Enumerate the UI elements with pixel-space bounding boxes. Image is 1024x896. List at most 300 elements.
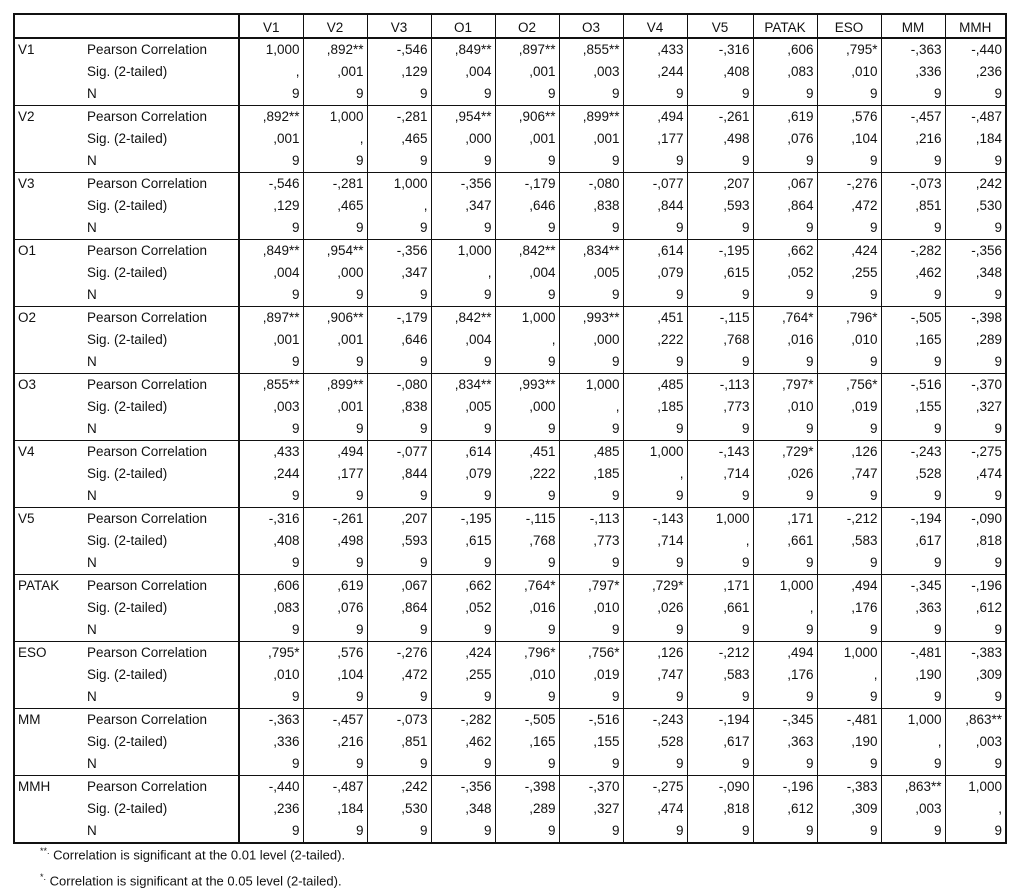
table-cell: -,481	[817, 709, 881, 732]
table-cell: 9	[753, 150, 817, 173]
table-cell: 9	[881, 753, 945, 776]
table-cell: ,451	[495, 441, 559, 464]
table-cell: ,019	[559, 664, 623, 686]
table-cell: ,242	[367, 776, 431, 799]
table-cell: 9	[623, 351, 687, 374]
table-cell: 9	[559, 351, 623, 374]
stat-label: N	[84, 418, 239, 441]
table-cell: ,190	[881, 664, 945, 686]
table-row	[14, 195, 1006, 217]
table-cell: -,516	[559, 709, 623, 732]
table-cell: ,052	[431, 597, 495, 619]
table-cell: -,487	[945, 106, 1006, 129]
table-row	[14, 731, 1006, 753]
table-cell: ,747	[623, 664, 687, 686]
table-cell: ,864	[367, 597, 431, 619]
table-cell: ,004	[431, 329, 495, 351]
table-cell: -,356	[367, 240, 431, 263]
table-cell: ,236	[945, 61, 1006, 83]
table-cell: 9	[495, 83, 559, 106]
stat-label: Pearson Correlation	[87, 243, 208, 258]
table-row	[14, 418, 1006, 441]
row-variable-name: V4	[14, 441, 84, 508]
table-cell: 9	[881, 284, 945, 307]
table-cell: 9	[753, 619, 817, 642]
table-cell: ,993**	[559, 307, 623, 330]
table-cell: ,851	[367, 731, 431, 753]
column-header: O3	[559, 14, 623, 38]
table-cell: -,398	[495, 776, 559, 799]
stat-label: Sig. (2-tailed)	[87, 131, 168, 146]
table-cell: 9	[367, 418, 431, 441]
row-variable-name: MMH	[14, 776, 84, 844]
table-cell: -,316	[239, 508, 303, 531]
table-cell: ,067	[367, 575, 431, 598]
table-cell: 9	[367, 150, 431, 173]
footnote-2	[40, 866, 345, 892]
table-cell: ,348	[945, 262, 1006, 284]
table-cell: -,276	[367, 642, 431, 665]
stat-label: Sig. (2-tailed)	[87, 533, 168, 548]
table-cell: 9	[367, 552, 431, 575]
table-cell: 9	[495, 284, 559, 307]
table-cell: ,661	[753, 530, 817, 552]
stat-label: N	[84, 820, 239, 843]
table-cell: -,481	[881, 642, 945, 665]
table-cell: 9	[817, 284, 881, 307]
table-cell: -,113	[559, 508, 623, 531]
table-cell: ,155	[559, 731, 623, 753]
table-cell: ,348	[431, 798, 495, 820]
table-cell: -,195	[431, 508, 495, 531]
table-cell: 9	[559, 686, 623, 709]
table-cell: ,842**	[495, 240, 559, 263]
table-cell: 9	[367, 686, 431, 709]
stat-label: Pearson Correlation	[87, 645, 208, 660]
footnote-2-text: Correlation is significant at the 0.05 level (2-tailed).	[49, 873, 342, 889]
table-cell: ,	[623, 463, 687, 485]
table-cell: ,309	[945, 664, 1006, 686]
table-cell: ,849**	[431, 38, 495, 61]
table-cell: 9	[495, 351, 559, 374]
table-cell: ,216	[881, 128, 945, 150]
table-cell: -,275	[945, 441, 1006, 464]
table-cell: 9	[753, 418, 817, 441]
table-cell: ,472	[367, 664, 431, 686]
table-cell: -,179	[495, 173, 559, 196]
table-cell: -,370	[945, 374, 1006, 397]
table-cell: -,115	[495, 508, 559, 531]
table-cell: ,001	[559, 128, 623, 150]
table-cell: ,	[495, 329, 559, 351]
table-cell: 1,000	[881, 709, 945, 732]
table-cell: ,176	[817, 597, 881, 619]
table-cell: -,243	[881, 441, 945, 464]
table-row	[14, 150, 1006, 173]
table-cell: 9	[559, 83, 623, 106]
stat-label: N	[84, 753, 239, 776]
table-cell: ,003	[559, 61, 623, 83]
table-row	[14, 173, 1006, 196]
stat-label: N	[84, 217, 239, 240]
table-cell: 9	[303, 753, 367, 776]
table-cell: 9	[881, 217, 945, 240]
table-row	[14, 530, 1006, 552]
table-cell: ,498	[303, 530, 367, 552]
table-cell: ,838	[367, 396, 431, 418]
table-cell: -,281	[367, 106, 431, 129]
table-cell: 9	[623, 83, 687, 106]
footnote-1	[40, 840, 345, 866]
table-cell: -,370	[559, 776, 623, 799]
table-cell: -,282	[881, 240, 945, 263]
table-cell: ,855**	[239, 374, 303, 397]
table-cell: ,289	[495, 798, 559, 820]
table-cell: 9	[239, 753, 303, 776]
table-cell: 1,000	[303, 106, 367, 129]
column-header: O2	[495, 14, 559, 38]
table-cell: ,593	[687, 195, 753, 217]
column-header: MM	[881, 14, 945, 38]
table-cell: ,003	[239, 396, 303, 418]
table-cell: 9	[303, 686, 367, 709]
table-cell: -,073	[881, 173, 945, 196]
table-cell: ,216	[303, 731, 367, 753]
table-cell: 9	[945, 552, 1006, 575]
table-cell: 1,000	[623, 441, 687, 464]
table-cell: -,212	[687, 642, 753, 665]
table-cell: ,606	[239, 575, 303, 598]
table-cell: ,494	[623, 106, 687, 129]
table-cell: ,424	[817, 240, 881, 263]
table-cell: ,796*	[817, 307, 881, 330]
table-cell: ,000	[495, 396, 559, 418]
table-cell: ,079	[623, 262, 687, 284]
table-cell: ,892**	[239, 106, 303, 129]
table-cell: ,863**	[881, 776, 945, 799]
table-cell: 9	[881, 83, 945, 106]
stat-label: N	[84, 150, 239, 173]
table-cell: ,207	[367, 508, 431, 531]
table-cell: 9	[817, 485, 881, 508]
table-cell: 9	[495, 150, 559, 173]
table-cell: ,010	[753, 396, 817, 418]
table-cell: 9	[753, 753, 817, 776]
table-cell: ,289	[945, 329, 1006, 351]
table-cell: 9	[945, 753, 1006, 776]
table-cell: 9	[817, 150, 881, 173]
column-header: O1	[431, 14, 495, 38]
table-cell: 1,000	[945, 776, 1006, 799]
table-cell: ,530	[945, 195, 1006, 217]
table-cell: -,196	[945, 575, 1006, 598]
table-cell: 9	[431, 552, 495, 575]
table-cell: ,433	[239, 441, 303, 464]
table-cell: 9	[559, 418, 623, 441]
table-cell: ,899**	[303, 374, 367, 397]
table-cell: ,347	[431, 195, 495, 217]
table-cell: ,255	[817, 262, 881, 284]
table-cell: ,993**	[495, 374, 559, 397]
table-cell: 9	[623, 217, 687, 240]
stat-label: Pearson Correlation	[87, 511, 208, 526]
table-cell: ,892**	[303, 38, 367, 61]
table-cell: 9	[239, 83, 303, 106]
table-cell: 9	[623, 552, 687, 575]
table-cell: 9	[495, 753, 559, 776]
table-cell: ,768	[687, 329, 753, 351]
table-cell: 9	[239, 418, 303, 441]
table-cell: ,851	[881, 195, 945, 217]
table-cell: ,010	[239, 664, 303, 686]
table-cell: -,546	[239, 173, 303, 196]
table-cell: ,242	[945, 173, 1006, 196]
table-cell: 9	[559, 619, 623, 642]
table-row	[14, 83, 1006, 106]
table-cell: ,347	[367, 262, 431, 284]
table-cell: ,834**	[559, 240, 623, 263]
table-cell: 9	[239, 485, 303, 508]
table-cell: -,090	[945, 508, 1006, 531]
table-cell: ,309	[817, 798, 881, 820]
table-cell: ,797*	[559, 575, 623, 598]
table-cell: 9	[431, 686, 495, 709]
table-row	[14, 351, 1006, 374]
table-cell: ,129	[367, 61, 431, 83]
table-row	[14, 642, 1006, 665]
table-cell: 9	[881, 820, 945, 843]
table-cell: ,327	[945, 396, 1006, 418]
table-cell: 9	[687, 485, 753, 508]
table-cell: 9	[239, 552, 303, 575]
table-cell: ,906**	[495, 106, 559, 129]
table-cell: ,462	[431, 731, 495, 753]
table-cell: 9	[623, 619, 687, 642]
table-cell: ,614	[431, 441, 495, 464]
table-cell: ,016	[753, 329, 817, 351]
column-header: MMH	[945, 14, 1006, 38]
table-cell: 9	[687, 351, 753, 374]
table-cell: 9	[495, 217, 559, 240]
table-cell: ,363	[753, 731, 817, 753]
table-cell: 9	[303, 150, 367, 173]
table-cell: 1,000	[239, 38, 303, 61]
table-cell: 9	[303, 820, 367, 843]
table-row	[14, 374, 1006, 397]
table-row	[14, 38, 1006, 61]
table-body	[14, 38, 1006, 843]
table-cell: 9	[495, 418, 559, 441]
table-cell: 9	[623, 150, 687, 173]
table-cell: 9	[817, 686, 881, 709]
table-cell: 9	[881, 418, 945, 441]
table-cell: 9	[367, 485, 431, 508]
table-cell: ,129	[239, 195, 303, 217]
table-cell: 1,000	[687, 508, 753, 531]
table-cell: ,756*	[559, 642, 623, 665]
table-cell: 9	[687, 284, 753, 307]
table-row	[14, 396, 1006, 418]
table-cell: -,077	[367, 441, 431, 464]
table-cell: ,010	[817, 61, 881, 83]
row-variable-name: V2	[14, 106, 84, 173]
table-cell: ,528	[623, 731, 687, 753]
table-cell: ,899**	[559, 106, 623, 129]
table-cell: -,356	[431, 776, 495, 799]
table-cell: -,179	[367, 307, 431, 330]
table-cell: 9	[431, 485, 495, 508]
footnote-1-text: Correlation is significant at the 0.01 level (2-tailed).	[53, 847, 346, 863]
table-cell: 9	[431, 619, 495, 642]
table-cell: ,646	[367, 329, 431, 351]
table-cell: ,606	[753, 38, 817, 61]
table-row	[14, 307, 1006, 330]
table-cell: ,184	[945, 128, 1006, 150]
table-row	[14, 284, 1006, 307]
table-cell: -,195	[687, 240, 753, 263]
column-header: V2	[303, 14, 367, 38]
table-cell: 9	[559, 552, 623, 575]
stat-label: Sig. (2-tailed)	[87, 332, 168, 347]
table-cell: 9	[817, 619, 881, 642]
table-cell: ,844	[367, 463, 431, 485]
table-cell: ,026	[753, 463, 817, 485]
table-cell: -,440	[239, 776, 303, 799]
table-cell: ,171	[687, 575, 753, 598]
table-cell: 9	[881, 686, 945, 709]
table-row	[14, 463, 1006, 485]
table-cell: ,165	[495, 731, 559, 753]
table-cell: -,212	[817, 508, 881, 531]
table-cell: 9	[945, 150, 1006, 173]
table-cell: -,345	[753, 709, 817, 732]
table-cell: ,001	[495, 128, 559, 150]
table-cell: 9	[623, 753, 687, 776]
table-cell: 9	[239, 217, 303, 240]
table-cell: ,052	[753, 262, 817, 284]
table-cell: ,747	[817, 463, 881, 485]
table-cell: ,104	[817, 128, 881, 150]
table-row	[14, 217, 1006, 240]
table-cell: -,090	[687, 776, 753, 799]
table-cell: ,714	[623, 530, 687, 552]
table-cell: ,010	[559, 597, 623, 619]
table-cell: 9	[881, 150, 945, 173]
stat-label: N	[84, 619, 239, 642]
table-cell: ,764*	[753, 307, 817, 330]
table-cell: ,498	[687, 128, 753, 150]
table-cell: ,764*	[495, 575, 559, 598]
table-cell: -,115	[687, 307, 753, 330]
table-cell: ,773	[559, 530, 623, 552]
table-cell: ,576	[303, 642, 367, 665]
table-cell: ,083	[753, 61, 817, 83]
row-variable-name: V5	[14, 508, 84, 575]
table-row	[14, 709, 1006, 732]
table-cell: ,	[753, 597, 817, 619]
table-cell: ,010	[817, 329, 881, 351]
table-cell: ,485	[559, 441, 623, 464]
table-cell: 9	[945, 619, 1006, 642]
table-cell: ,795*	[817, 38, 881, 61]
table-cell: -,261	[687, 106, 753, 129]
table-cell: -,261	[303, 508, 367, 531]
stat-label: Pearson Correlation	[87, 42, 208, 57]
table-cell: 9	[623, 418, 687, 441]
table-cell: ,184	[303, 798, 367, 820]
table-cell: 9	[817, 351, 881, 374]
table-cell: 9	[687, 150, 753, 173]
table-cell: ,363	[881, 597, 945, 619]
table-cell: ,768	[495, 530, 559, 552]
row-variable-name: O3	[14, 374, 84, 441]
table-cell: ,126	[817, 441, 881, 464]
column-header: V3	[367, 14, 431, 38]
table-cell: ,474	[945, 463, 1006, 485]
table-cell: ,795*	[239, 642, 303, 665]
table-cell: ,773	[687, 396, 753, 418]
table-cell: ,474	[623, 798, 687, 820]
table-cell: ,433	[623, 38, 687, 61]
table-cell: -,487	[303, 776, 367, 799]
table-cell: 9	[817, 217, 881, 240]
table-cell: -,281	[303, 173, 367, 196]
table-cell: -,196	[753, 776, 817, 799]
table-cell: ,619	[753, 106, 817, 129]
table-cell: ,729*	[623, 575, 687, 598]
table-cell: 9	[495, 619, 559, 642]
table-cell: ,083	[239, 597, 303, 619]
table-cell: 9	[431, 217, 495, 240]
table-cell: ,067	[753, 173, 817, 196]
table-cell: -,356	[945, 240, 1006, 263]
stat-label: Sig. (2-tailed)	[87, 667, 168, 682]
row-variable-name: MM	[14, 709, 84, 776]
table-cell: ,	[881, 731, 945, 753]
table-cell: 9	[239, 284, 303, 307]
table-cell: -,505	[495, 709, 559, 732]
table-cell: ,207	[687, 173, 753, 196]
table-cell: ,838	[559, 195, 623, 217]
table-cell: ,612	[753, 798, 817, 820]
table-cell: ,494	[303, 441, 367, 464]
table-cell: 9	[753, 820, 817, 843]
table-cell: 9	[367, 619, 431, 642]
stat-label: Sig. (2-tailed)	[87, 198, 168, 213]
table-cell: 9	[303, 485, 367, 508]
table-cell: 9	[495, 686, 559, 709]
table-cell: 1,000	[559, 374, 623, 397]
table-cell: ,615	[431, 530, 495, 552]
table-cell: ,897**	[495, 38, 559, 61]
stat-label: Pearson Correlation	[87, 377, 208, 392]
table-cell: -,345	[881, 575, 945, 598]
table-cell: 9	[239, 351, 303, 374]
footnotes	[40, 840, 345, 893]
table-cell: ,593	[367, 530, 431, 552]
table-cell: ,818	[945, 530, 1006, 552]
stat-label: N	[84, 83, 239, 106]
table-cell: -,363	[239, 709, 303, 732]
table-cell: 9	[303, 418, 367, 441]
table-cell: 9	[687, 686, 753, 709]
table-cell: 9	[303, 619, 367, 642]
table-row	[14, 619, 1006, 642]
table-cell: 9	[623, 284, 687, 307]
table-row	[14, 597, 1006, 619]
table-cell: -,073	[367, 709, 431, 732]
table-cell: -,398	[945, 307, 1006, 330]
